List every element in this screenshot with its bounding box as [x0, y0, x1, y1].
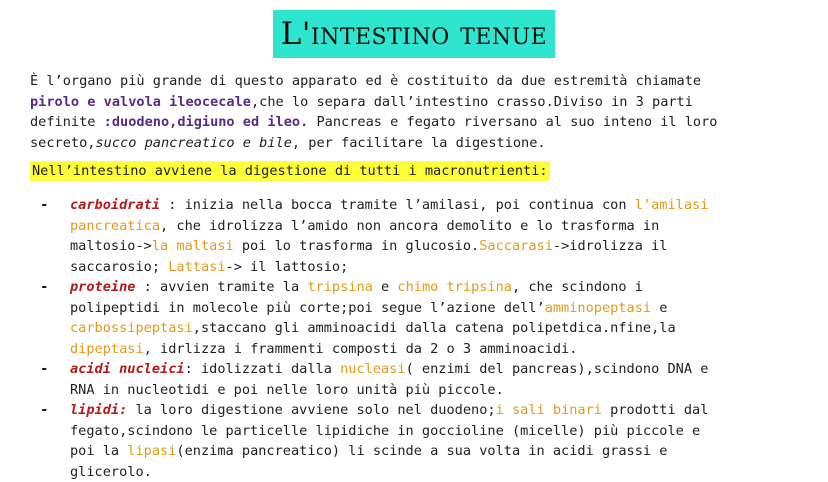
bullet-dash: -: [40, 195, 48, 216]
intro-text: definite: [30, 114, 104, 130]
item-text: : inizia nella bocca tramite l’amilasi, poi continua con: [160, 197, 635, 213]
enzyme-name: pancreatica: [70, 218, 160, 234]
item-text: : idolizzati dalla: [185, 361, 341, 377]
intro-text: , per facilitare la digestione.: [292, 135, 546, 151]
item-line: [70, 257, 822, 278]
enzyme-name: la maltasi: [152, 238, 234, 254]
item-text: , che scindono i: [512, 279, 643, 295]
intro-line-2: [30, 92, 820, 113]
list-item-carboidrati: [0, 195, 828, 277]
item-line: [70, 441, 822, 462]
intro-line-4: [30, 133, 820, 154]
section-headline: Nell’intestino avviene la digestione di tutti i macronutrienti:: [30, 161, 550, 181]
term-label: carboidrati: [70, 197, 160, 213]
intro-paragraph: [30, 71, 820, 153]
enzyme-name: dipeptasi: [70, 341, 144, 357]
item-text: : avvien tramite la: [135, 279, 307, 295]
item-line: [70, 216, 822, 237]
item-line: [70, 421, 822, 442]
item-text: RNA in nucleotidi e poi nelle loro unità più piccole.: [70, 382, 504, 398]
item-line: [70, 400, 822, 421]
page-title: L'intestino tenue: [273, 10, 555, 58]
highlight-term: pirolo e valvola ileocecale: [30, 94, 251, 110]
bullet-dash: -: [40, 400, 48, 421]
item-text: , idrlizza i frammenti composti da 2 o 3 amminoacidi.: [144, 341, 578, 357]
item-text: saccarosio;: [70, 259, 168, 275]
item-text: ( enzimi del pancreas),scindono DNA e: [406, 361, 709, 377]
list-item-lipidi: [0, 400, 828, 482]
item-body: [70, 277, 822, 359]
item-line: [70, 195, 822, 216]
item-line: [70, 277, 822, 298]
item-text: e: [373, 279, 398, 295]
item-line: [70, 236, 822, 257]
item-text: polipeptidi in molecole più corte;poi segue l’azione dell’: [70, 300, 545, 316]
item-text: -> il lattosio;: [226, 259, 349, 275]
intro-line-3: [30, 112, 820, 133]
term-label: proteine: [70, 279, 135, 295]
item-line: [70, 339, 822, 360]
intro-text: secreto,: [30, 135, 95, 151]
enzyme-name: nucleasi: [340, 361, 405, 377]
item-text: poi la: [70, 443, 127, 459]
item-line: [70, 298, 822, 319]
enzyme-name: l’amilasi: [635, 197, 709, 213]
item-text: e: [651, 300, 667, 316]
enzyme-name: Lattasi: [168, 259, 225, 275]
list-item-acidi-nucleici: [0, 359, 828, 400]
item-body: [70, 400, 822, 482]
list-item-proteine: [0, 277, 828, 359]
item-line: [70, 359, 822, 380]
item-text: poi lo trasforma in glucosio.: [234, 238, 480, 254]
item-line: [70, 380, 822, 401]
item-text: la loro digestione avviene solo nel duodeno;: [127, 402, 495, 418]
item-text: prodotti dal: [602, 402, 708, 418]
enzyme-name: tripsina: [307, 279, 372, 295]
item-text: maltosio->: [70, 238, 152, 254]
item-body: [70, 359, 822, 400]
italic-term: succo pancreatico e bile: [95, 135, 291, 151]
item-text: ->idrolizza il: [553, 238, 668, 254]
item-text: ,staccano gli amminoacidi dalla catena polipetdica.nfine,la: [193, 320, 676, 336]
enzyme-name: Saccarasi: [479, 238, 553, 254]
item-line: [70, 318, 822, 339]
enzyme-name: lipasi: [127, 443, 176, 459]
item-text: , che idrolizza l’amido non ancora demolito e lo trasforma in: [160, 218, 659, 234]
bullet-dash: -: [40, 359, 48, 380]
enzyme-name: carbossipeptasi: [70, 320, 193, 336]
intro-text: ,che lo separa dall’intestino crasso.Diviso in 3 parti: [251, 94, 693, 110]
intro-line-1: [30, 71, 820, 92]
term-label: lipidi:: [70, 402, 127, 418]
item-text: glicerolo.: [70, 464, 152, 480]
enzyme-name: i sali binari: [496, 402, 602, 418]
macronutrient-list: [0, 195, 828, 482]
item-text: (enzima pancreatico) li scinde a sua volta in acidi grassi e: [176, 443, 667, 459]
title-wrapper: [0, 10, 828, 58]
enzyme-name: chimo tripsina: [397, 279, 512, 295]
intro-text: È l’organo più grande di questo apparato ed è costituito da due estremità chiamate: [30, 73, 701, 89]
item-line: [70, 462, 822, 482]
highlight-term: :duodeno,digiuno ed ileo.: [104, 114, 309, 130]
intro-text: Pancreas e fegato riversano al suo inteno il loro: [308, 114, 717, 130]
bullet-dash: -: [40, 277, 48, 298]
term-label: acidi nucleici: [70, 361, 185, 377]
enzyme-name: amminopeptasi: [545, 300, 651, 316]
item-body: [70, 195, 822, 277]
item-text: fegato,scindono le particelle lipidiche in goccioline (micelle) più piccole e: [70, 423, 700, 439]
